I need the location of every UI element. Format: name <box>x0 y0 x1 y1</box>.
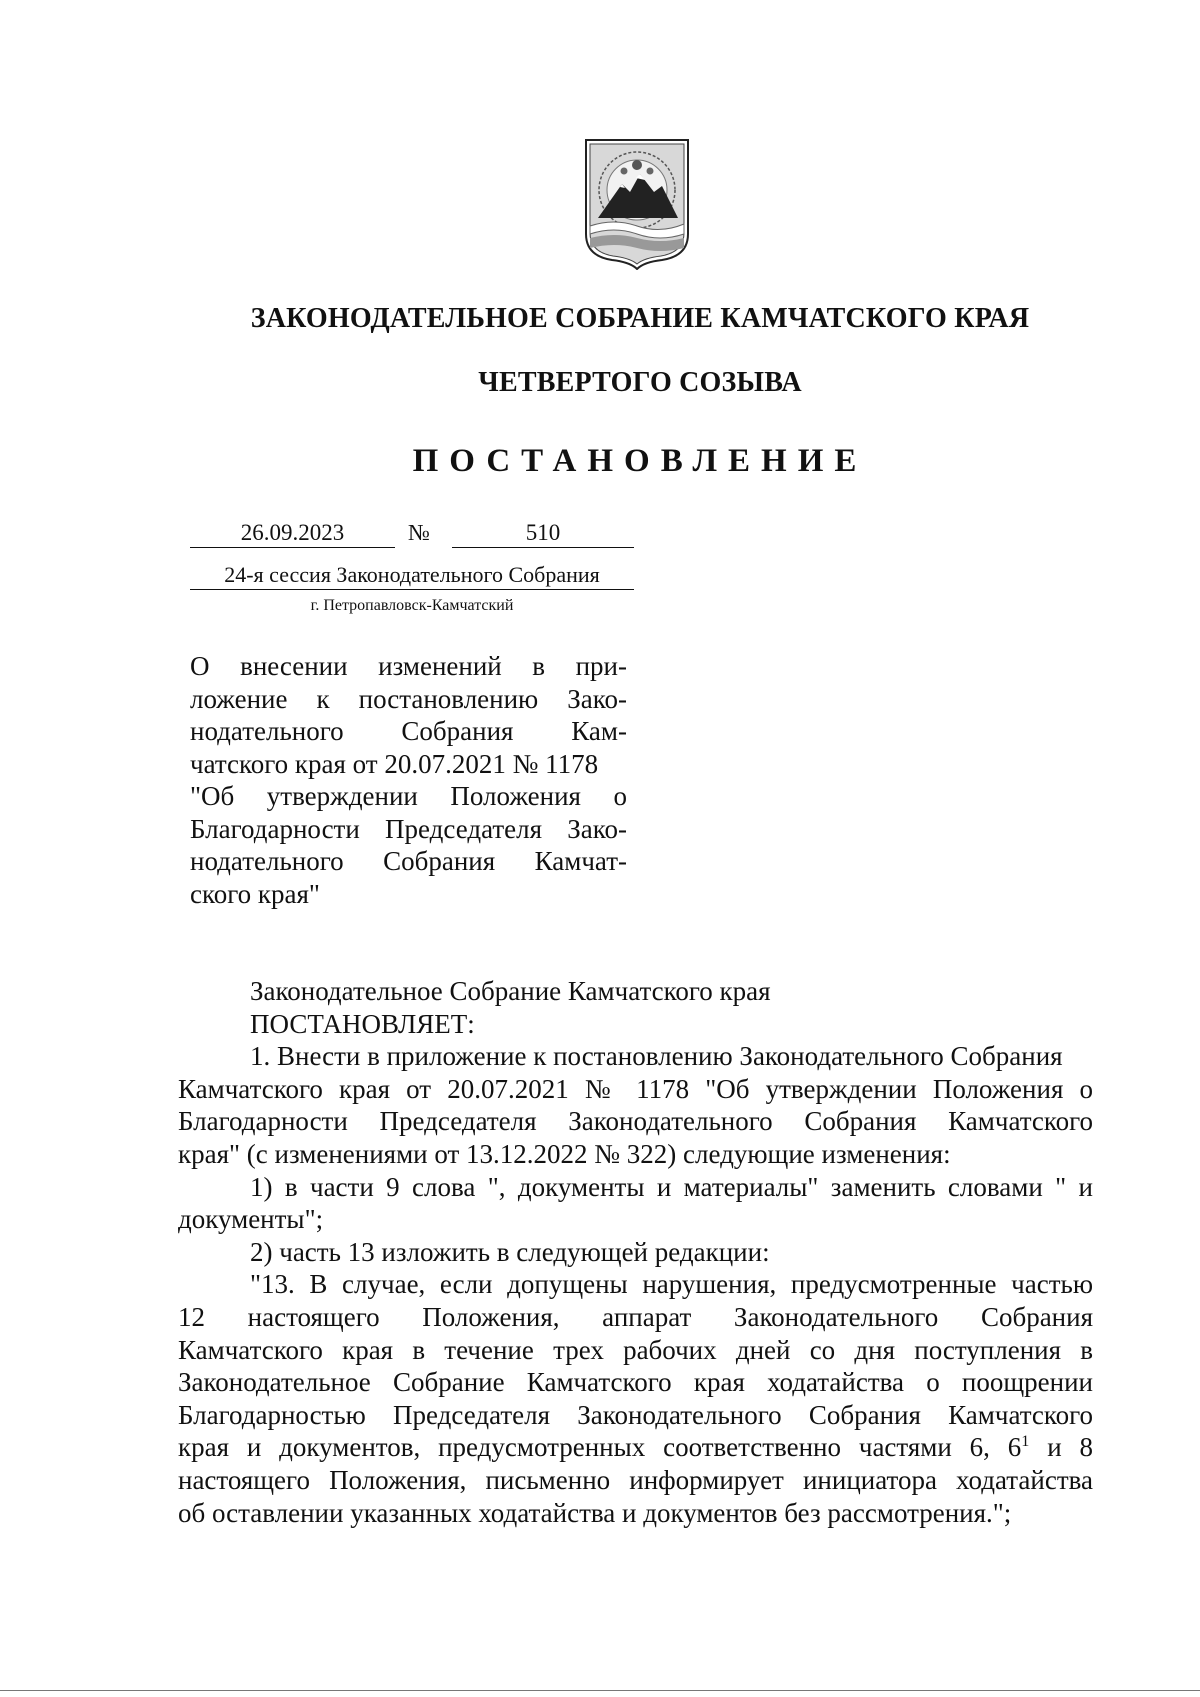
body-line <box>178 1431 1093 1464</box>
body-line: настоящего Положения, письменно информирует инициатора ходатайства <box>178 1464 1093 1495</box>
body-line-part: края и документов, предусмотренных соответственно частями 6, 6 <box>178 1432 1022 1463</box>
subject-line: Благодарности Председателя Зако- <box>190 813 627 844</box>
body-line: 2) часть 13 изложить в следующей редакции: <box>250 1236 770 1267</box>
resolution-body <box>178 975 1093 1529</box>
document-date: 26.09.2023 <box>190 520 395 548</box>
number-sign: № <box>408 520 430 545</box>
body-line: 1. Внести в приложение к постановлению Законодательного Собрания <box>250 1041 1063 1072</box>
city-line: г. Петропавловск-Камчатский <box>310 597 514 614</box>
document-number: 510 <box>452 520 634 548</box>
body-line: ПОСТАНОВЛЯЕТ: <box>250 1008 475 1039</box>
body-line: Камчатского края от 20.07.2021 № 1178 "Об утверждении Положения о <box>178 1073 1093 1104</box>
body-line: Благодарностью Председателя Законодательного Собрания Камчатского <box>178 1399 1093 1430</box>
document-type-title: ПОСТАНОВЛЕНИЕ <box>412 443 868 479</box>
body-line: 1) в части 9 слова ", документы и материалы" заменить словами " и <box>250 1171 1093 1202</box>
body-line: Благодарности Председателя Законодательного Собрания Камчатского <box>178 1106 1093 1137</box>
coat-of-arms-icon <box>584 138 690 270</box>
subject-line: чатского края от 20.07.2021 № 1178 <box>190 748 599 779</box>
subject-line: нодательного Собрания Кам- <box>190 716 627 746</box>
subject-line: нодательного Собрания Камчат- <box>190 846 627 876</box>
body-line: 12 настоящего Положения, аппарат Законодательного Собрания <box>178 1301 1093 1332</box>
subject-line: ского края" <box>190 878 320 909</box>
body-line: Камчатского края в течение трех рабочих дней со дня поступления в <box>178 1334 1093 1365</box>
body-line-part: и 8 <box>1029 1432 1094 1463</box>
body-line: края" (с изменениями от 13.12.2022 № 322) следующие изменения: <box>178 1138 951 1169</box>
document-subject <box>190 650 627 910</box>
body-line: "13. В случае, если допущены нарушения, предусмотренные частью <box>250 1269 1093 1300</box>
body-line: Законодательное Собрание Камчатского края <box>250 976 771 1006</box>
subject-line: "Об утверждении Положения о <box>190 781 627 811</box>
page-bottom-rule <box>0 1690 1200 1691</box>
organization-title: ЗАКОНОДАТЕЛЬНОЕ СОБРАНИЕ КАМЧАТСКОГО КРАЯ <box>250 303 1030 334</box>
subject-line: ложение к постановлению Зако- <box>190 683 627 714</box>
body-line: об оставлении указанных ходатайства и документов без рассмотрения."; <box>178 1497 1012 1528</box>
subject-line: О внесении изменений в при- <box>190 651 627 681</box>
body-line: Законодательное Собрание Камчатского края ходатайства о поощрении <box>178 1367 1093 1398</box>
session-line: 24-я сессия Законодательного Собрания <box>190 562 634 590</box>
convocation-title: ЧЕТВЕРТОГО СОЗЫВА <box>478 367 802 398</box>
body-line: документы"; <box>178 1204 324 1235</box>
superscript: 1 <box>1021 1432 1030 1451</box>
